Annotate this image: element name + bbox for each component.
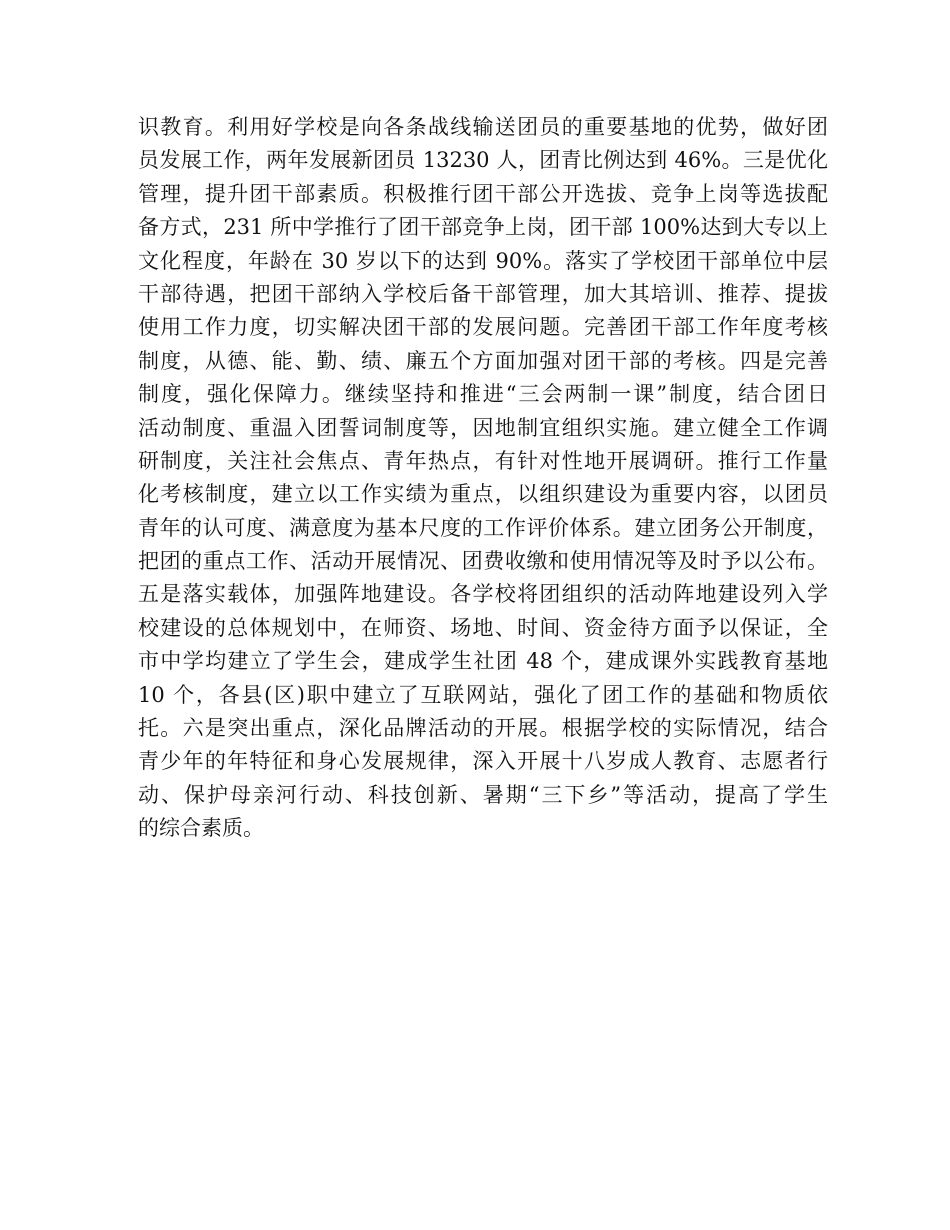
paragraph-line: 校建设的总体规划中，在师资、场地、时间、资金待方面予以保证，全 — [138, 615, 828, 640]
paragraph-line: 青年的认可度、满意度为基本尺度的工作评价体系。建立团务公开制度， — [138, 515, 828, 540]
paragraph-line: 青少年的年特征和身心发展规律，深入开展十八岁成人教育、志愿者行 — [138, 749, 828, 774]
paragraph-line: 研制度，关注社会焦点、青年热点，有针对性地开展调研。推行工作量 — [138, 448, 828, 473]
paragraph-line: 把团的重点工作、活动开展情况、团费收缴和使用情况等及时予以公布。 — [138, 549, 828, 574]
paragraph-line: 识教育。利用好学校是向各条战线输送团员的重要基地的优势，做好团 — [138, 115, 828, 139]
paragraph-line: 化考核制度，建立以工作实绩为重点，以组织建设为重要内容，以团员 — [138, 482, 828, 507]
paragraph-line: 制度，强化保障力。继续坚持和推进“三会两制一课”制度，结合团日 — [138, 382, 828, 407]
paragraph-line: 托。六是突出重点，深化品牌活动的开展。根据学校的实际情况，结合 — [138, 716, 828, 741]
paragraph-line: 动、保护母亲河行动、科技创新、暑期“三下乡”等活动，提高了学生 — [138, 782, 828, 807]
paragraph-line-last: 的综合素质。 — [138, 816, 264, 841]
paragraph-line: 10 个，各县(区)职中建立了互联网站，强化了团工作的基础和物质依 — [138, 682, 828, 707]
body-paragraph — [138, 111, 828, 846]
paragraph-line: 五是落实载体，加强阵地建设。各学校将团组织的活动阵地建设列入学 — [138, 582, 828, 607]
paragraph-line: 管理，提升团干部素质。积极推行团干部公开选拔、竞争上岗等选拔配 — [138, 181, 828, 206]
paragraph-line: 备方式，231 所中学推行了团干部竞争上岗，团干部 100%达到大专以上 — [138, 215, 828, 240]
paragraph-line: 员发展工作，两年发展新团员 13230 人，团青比例达到 46%。三是优化 — [138, 148, 828, 173]
paragraph-line: 活动制度、重温入团誓词制度等，因地制宜组织实施。建立健全工作调 — [138, 415, 828, 440]
paragraph-line: 使用工作力度，切实解决团干部的发展问题。完善团干部工作年度考核 — [138, 315, 828, 340]
paragraph-line: 文化程度，年龄在 30 岁以下的达到 90%。落实了学校团干部单位中层 — [138, 248, 828, 273]
paragraph-line: 市中学均建立了学生会，建成学生社团 48 个，建成课外实践教育基地 — [138, 649, 828, 674]
paragraph-line: 干部待遇，把团干部纳入学校后备干部管理，加大其培训、推荐、提拔 — [138, 281, 828, 306]
paragraph-line: 制度，从德、能、勤、绩、廉五个方面加强对团干部的考核。四是完善 — [138, 348, 828, 373]
